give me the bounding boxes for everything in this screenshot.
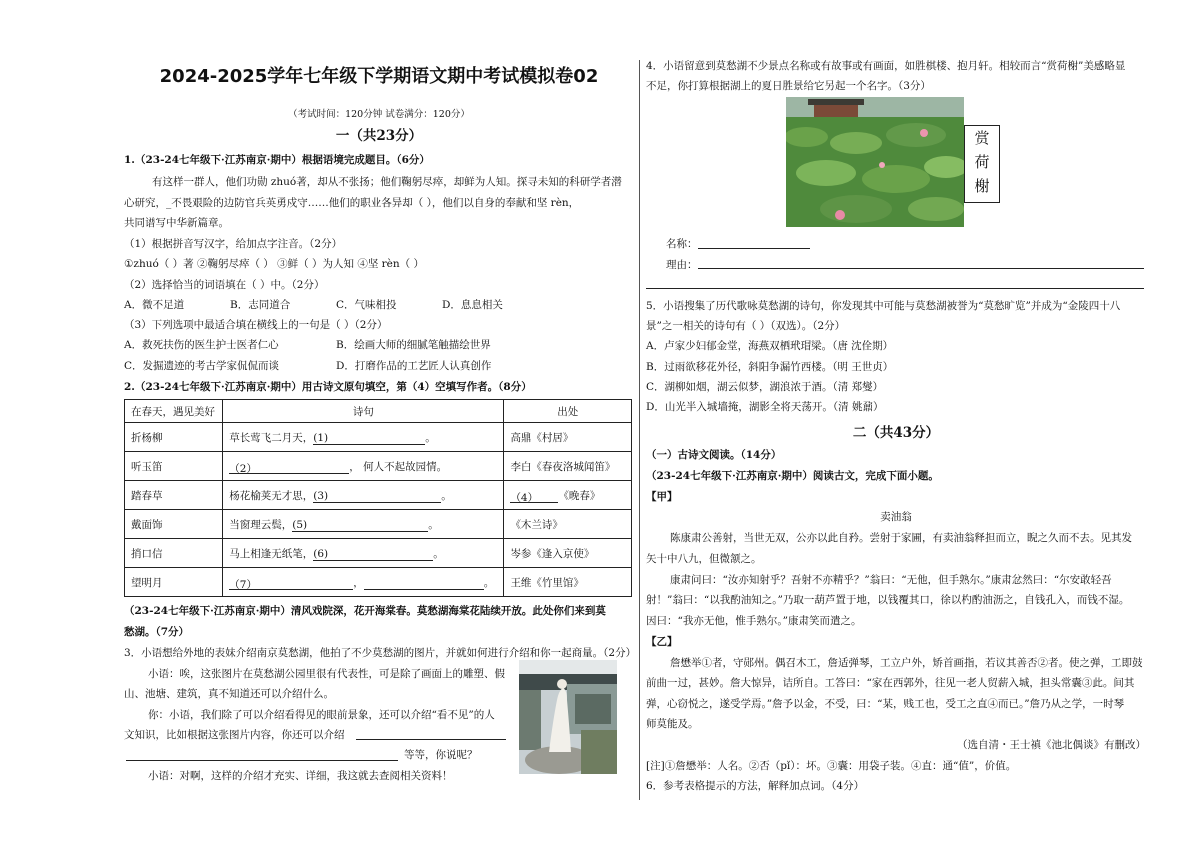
poem-table xyxy=(124,399,632,597)
table-row xyxy=(125,539,632,568)
passage-source: （选自清・王士禛《池北偶谈》有删改） xyxy=(957,739,1146,751)
q5-line: 5．小语搜集了历代歌咏莫愁湖的诗句，你发现其中可能与莫愁湖被誉为“莫愁旷览”并成为“金陵四十八 xyxy=(646,300,1121,312)
shanghexie-seal: 赏 荷 榭 xyxy=(964,125,1000,203)
table-header: 在春天，遇见美好 xyxy=(125,400,223,423)
passage-line: 矢十中八九，但微颔之。 xyxy=(646,553,762,565)
q1-passage-line: 有这样一群人，他们功勋 zhuó著，却从不张扬；他们鞠躬尽瘁，却鲜为人知。探寻未知的科研学者潜 xyxy=(152,176,622,188)
q2-heading: 2.（23-24七年级下·江苏南京·期中）用古诗文原句填空，第（4）空填写作者。（8分） xyxy=(124,381,532,393)
table-cell: 捎口信 xyxy=(125,539,223,568)
q3-heading: 3．小语想给外地的表妹介绍南京莫愁湖，他拍了不少莫愁湖的图片，并就如何进行介绍和你一起商量。（2分） xyxy=(124,647,637,659)
table-row xyxy=(125,481,632,510)
section-two-heading: 二（共43分） xyxy=(852,425,940,441)
classics-subheading: （23-24七年级下·江苏南京·期中）阅读古文，完成下面小题。 xyxy=(646,470,939,482)
q3-intro: 愁湖。（7分） xyxy=(124,626,190,638)
option: A．卢家少妇郁金堂，海燕双栖玳瑁梁。（唐 沈佺期） xyxy=(646,340,894,352)
option: D．打磨作品的工艺匠人认真创作 xyxy=(336,360,492,372)
table-row xyxy=(125,568,632,597)
column-divider xyxy=(639,60,640,800)
q6-line: 6．参考表格提示的方法，解释加点词。（4分） xyxy=(646,780,865,792)
q3-intro: （23-24七年级下·江苏南京·期中）清风戏院深，花开海棠春。莫愁湖海棠花陆续开放。此处你们来到莫 xyxy=(124,605,606,617)
q1-sub1: （1）根据拼音写汉字，给加点字注音。（2分） xyxy=(124,238,343,250)
reason-label: 理由： xyxy=(666,259,698,271)
q5-line: 景”之一相关的诗句有（ ）（双选）。（2分） xyxy=(646,320,846,332)
table-header: 出处 xyxy=(504,400,632,423)
option: B．绘画大师的细腻笔触描绘世界 xyxy=(336,339,491,351)
passage-line: 康肃问曰：“汝亦知射乎？吾射不亦精乎？”翁曰：“无他，但手熟尔。”康肃忿然曰：“尔安敢轻吾 xyxy=(670,574,1112,586)
q1-sub2: （2）选择恰当的词语填在（ ）中。（2分） xyxy=(124,279,325,291)
passage-jia-label: 【甲】 xyxy=(646,491,678,503)
dialog-line: 小语：唉，这张图片在莫愁湖公园里很有代表性，可是除了画面上的雕塑、假 xyxy=(148,668,505,680)
table-cell: 望明月 xyxy=(125,568,223,597)
table-cell: 岑参《逢入京使》 xyxy=(504,539,632,568)
table-row xyxy=(125,423,632,452)
passage-line: 因曰：“我亦无他，惟手熟尔。”康肃笑而遣之。 xyxy=(646,615,862,627)
exam-info: （考试时间：120分钟 试卷满分：120分） xyxy=(288,109,470,120)
table-cell: （2） ， 何人不起故园情。 xyxy=(223,452,504,481)
option: B．过雨欲移花外径，斜阳争漏竹西楼。（明 王世贞） xyxy=(646,361,894,373)
name-label: 名称： xyxy=(666,238,698,250)
table-cell: 踏春草 xyxy=(125,481,223,510)
passage-line: 射！”翁曰：“以我酌油知之。”乃取一葫芦置于地，以钱覆其口，徐以杓酌油沥之，自钱孔入，而钱不湿。 xyxy=(646,594,1130,606)
dialog-line: 等等，你说呢？ xyxy=(404,749,478,761)
table-row xyxy=(125,510,632,539)
option: C．气味相投 xyxy=(336,299,397,311)
table-cell: 马上相逢无纸笔，(6) 。 xyxy=(223,539,504,568)
table-header: 诗句 xyxy=(223,400,504,423)
q1-sub1-options: ①zhuó（ ）著 ②鞠躬尽瘁（ ） ③鲜（ ）为人知 ④坚 rèn（ ） xyxy=(124,258,424,270)
answer-line xyxy=(356,739,506,740)
page-title: 2024-2025学年七年级下学期语文期中考试模拟卷02 xyxy=(159,66,599,87)
q4-line: 不足，你打算根据湖上的夏日胜景给它另起一个名字。（3分） xyxy=(646,80,931,92)
table-cell: 戴面饰 xyxy=(125,510,223,539)
reason-answer-line[interactable] xyxy=(646,288,1144,289)
passage-line: 陈康肃公善射，当世无双，公亦以此自矜。尝射于家圃，有卖油翁释担而立，睨之久而不去。见其发 xyxy=(670,532,1132,544)
table-cell: 当窗理云鬓，(5) 。 xyxy=(223,510,504,539)
table-cell: 折杨柳 xyxy=(125,423,223,452)
option: A．救死扶伤的医生护士医者仁心 xyxy=(124,339,279,351)
option: B．志同道合 xyxy=(230,299,291,311)
option: D．山光半入城墙掩，湖影全将天荡开。（清 姚鼐） xyxy=(646,401,884,413)
q1-passage-line: 共同谱写中华新篇章。 xyxy=(124,217,229,229)
table-cell: （7） ， 。 xyxy=(223,568,504,597)
table-cell: 高鼎《村居》 xyxy=(504,423,632,452)
dialog-line: 文知识，比如根据这张图片内容，你还可以介绍 xyxy=(124,729,345,741)
passage-note: [注]①詹懋举：人名。②否（pǐ）：坏。③囊：用袋子装。④直：通“值”，价值。 xyxy=(646,760,1017,772)
passage-line: 弹，心窃悦之，遂受学焉。”詹予以金，不受，曰：“某，贱工也，受工之直④而已。”詹乃从之学，一时琴 xyxy=(646,698,1125,710)
table-cell: （4） 《晚春》 xyxy=(504,481,632,510)
lotus-photo xyxy=(786,97,964,227)
dialog-line: 小语：对啊，这样的介绍才充实、详细，我这就去查阅相关资料！ xyxy=(148,770,453,782)
q1-heading: 1.（23-24七年级下·江苏南京·期中）根据语境完成题目。（6分） xyxy=(124,154,430,166)
passage-line: 前曲一过，甚妙。詹大惊异，诘所自。工答曰：“家在西郭外，往见一老人贸薪入城，担头常囊③此。间其 xyxy=(646,677,1135,689)
table-cell: 杨花榆荚无才思，(3) 。 xyxy=(223,481,504,510)
q1-passage-line: 心研究，_不畏艰险的边防官兵英勇戍守……他们的职业各异却（ ），他们以自身的奉献和坚 rèn， xyxy=(124,197,580,209)
dialog-line: 你：小语，我们除了可以介绍看得见的眼前景象，还可以介绍“看不见”的人 xyxy=(148,709,495,721)
option: A．微不足道 xyxy=(124,299,185,311)
table-cell: 草长莺飞二月天，(1) 。 xyxy=(223,423,504,452)
passage-yi-label: 【乙】 xyxy=(646,636,678,648)
table-cell: 听玉笛 xyxy=(125,452,223,481)
table-cell: 王维《竹里馆》 xyxy=(504,568,632,597)
table-cell: 李白《春夜洛城闻笛》 xyxy=(504,452,632,481)
table-cell: 《木兰诗》 xyxy=(504,510,632,539)
passage-line: 师莫能及。 xyxy=(646,718,699,730)
option: C．湖柳如烟，湖云似梦，湖浪浓于酒。（清 郑燮） xyxy=(646,381,884,393)
section-one-heading: 一（共23分） xyxy=(335,128,423,144)
q1-sub3: （3）下列选项中最适合填在横线上的一句是（ ）（2分） xyxy=(124,319,388,331)
answer-line xyxy=(126,760,398,761)
q4-line: 4．小语留意到莫愁湖不少景点名称或有故事或有画面，如胜棋楼、抱月轩。相较而言“赏荷榭”美感略显 xyxy=(646,60,1126,72)
passage-title: 卖油翁 xyxy=(880,511,912,523)
statue-photo xyxy=(519,660,617,774)
classics-heading: （一）古诗文阅读。（14分） xyxy=(646,449,782,461)
option: D．息息相关 xyxy=(442,299,503,311)
table-row xyxy=(125,452,632,481)
reason-answer-line[interactable] xyxy=(698,268,1144,269)
option: C．发掘遗迹的考古学家侃侃而谈 xyxy=(124,360,280,372)
name-answer-line[interactable] xyxy=(698,248,810,249)
passage-line: 詹懋举①者，守郧州。偶召木工，詹适弹琴，工立户外，矫首画指，若议其善否②者。使之弹，工即鼓 xyxy=(670,657,1143,669)
dialog-line: 山、池塘、建筑，真不知道还可以介绍什么。 xyxy=(124,688,334,700)
